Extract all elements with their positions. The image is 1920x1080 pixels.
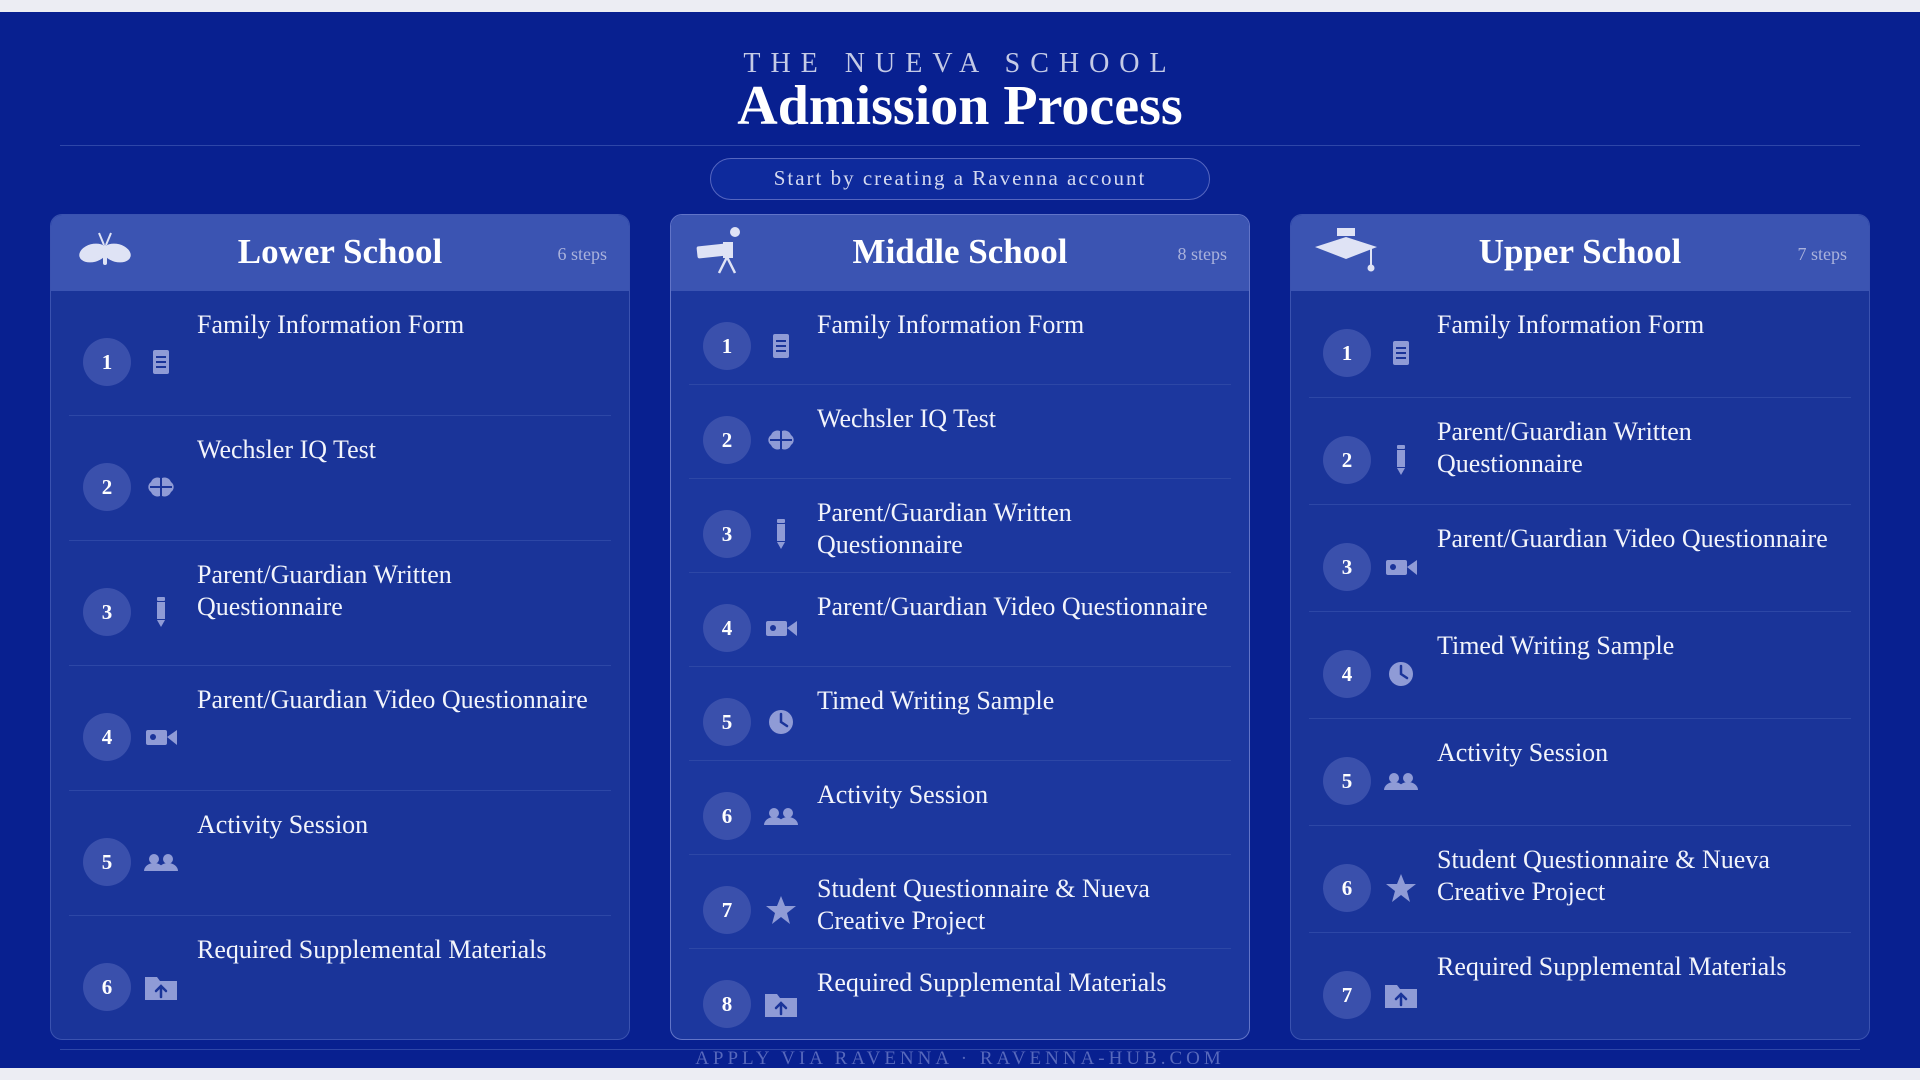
step-label: Activity Session [817,780,989,809]
step-number: 5 [83,838,131,886]
step-number: 2 [83,463,131,511]
step-label: Family Information Form [1437,310,1705,339]
step-label: Family Information Form [197,310,465,339]
clock-icon [761,702,801,742]
step-row [689,385,1231,479]
step-row [689,291,1231,385]
step-count: 6 steps [557,244,607,264]
step-number: 6 [1323,864,1371,912]
people-icon [141,842,181,882]
step-number: 1 [1323,329,1371,377]
step-row [69,291,611,416]
pencil-icon [761,514,801,554]
page-title: Admission Process [737,75,1183,137]
step-number: 8 [703,980,751,1028]
step-row [1309,933,1851,1040]
document-icon [1381,333,1421,373]
step-label: Parent/Guardian Video Questionnaire [1437,524,1828,553]
video-camera-icon [1381,547,1421,587]
step-list [51,291,629,1040]
step-label: Wechsler IQ Test [817,404,996,433]
step-row [689,761,1231,855]
step-row [689,667,1231,761]
brain-icon [141,467,181,507]
step-number: 6 [703,792,751,840]
step-label: Family Information Form [817,310,1085,339]
step-row [69,541,611,666]
step-row [1309,398,1851,505]
step-row [689,949,1231,1040]
step-row [69,666,611,791]
footer-text: APPLY VIA RAVENNA · RAVENNA-HUB.COM [695,1048,1225,1069]
card-title: Lower School [237,232,443,271]
step-row [1309,719,1851,826]
step-row [689,855,1231,949]
step-row [1309,291,1851,398]
step-count: 8 steps [1177,244,1227,264]
step-number: 5 [703,698,751,746]
upper-school-card [1290,214,1870,1040]
folder-upload-icon [1381,975,1421,1015]
step-label: Student Questionnaire & Nueva Creative Project [1437,845,1770,906]
step-label: Timed Writing Sample [817,686,1055,715]
card-header [1291,215,1869,291]
step-label: Parent/Guardian Written Questionnaire [197,560,452,621]
star-icon [1381,868,1421,908]
brain-icon [761,420,801,460]
step-number: 6 [83,963,131,1011]
step-label: Wechsler IQ Test [197,435,376,464]
document-icon [761,326,801,366]
step-number: 5 [1323,757,1371,805]
step-row [69,916,611,1040]
clock-icon [1381,654,1421,694]
step-row [689,479,1231,573]
step-number: 1 [703,322,751,370]
step-label: Required Supplemental Materials [1437,952,1787,981]
step-label: Parent/Guardian Written Questionnaire [1437,417,1692,478]
step-number: 4 [703,604,751,652]
step-label: Required Supplemental Materials [197,935,547,964]
pencil-icon [1381,440,1421,480]
step-number: 3 [703,510,751,558]
folder-upload-icon [141,967,181,1007]
step-number: 1 [83,338,131,386]
step-row [1309,612,1851,719]
lower-school-card [50,214,630,1040]
star-icon [761,890,801,930]
step-label: Required Supplemental Materials [817,968,1167,997]
step-label: Student Questionnaire & Nueva Creative Project [817,874,1150,935]
step-number: 7 [1323,971,1371,1019]
step-list [1291,291,1869,1040]
people-icon [1381,761,1421,801]
page-background [0,12,1920,1068]
step-label: Parent/Guardian Video Questionnaire [817,592,1208,621]
card-header [671,215,1249,291]
step-number: 2 [703,416,751,464]
step-label: Activity Session [197,810,369,839]
people-icon [761,796,801,836]
step-number: 4 [83,713,131,761]
step-number: 2 [1323,436,1371,484]
school-name: THE NUEVA SCHOOL [743,48,1177,79]
pencil-icon [141,592,181,632]
step-row [689,573,1231,667]
card-header [51,215,629,291]
header-divider [60,145,1860,146]
step-label: Activity Session [1437,738,1609,767]
step-number: 3 [83,588,131,636]
card-title: Middle School [852,232,1068,271]
document-icon [141,342,181,382]
step-row [1309,505,1851,612]
step-row [69,416,611,541]
step-label: Timed Writing Sample [1437,631,1675,660]
middle-school-card [670,214,1250,1040]
step-list [671,291,1249,1040]
step-label: Parent/Guardian Written Questionnaire [817,498,1072,559]
step-number: 4 [1323,650,1371,698]
step-label: Parent/Guardian Video Questionnaire [197,685,588,714]
step-row [1309,826,1851,933]
step-number: 3 [1323,543,1371,591]
video-camera-icon [761,608,801,648]
folder-upload-icon [761,984,801,1024]
step-number: 7 [703,886,751,934]
card-title: Upper School [1478,232,1682,271]
video-camera-icon [141,717,181,757]
step-row [69,791,611,916]
ravenna-account-cta[interactable]: Start by creating a Ravenna account [710,158,1210,200]
step-count: 7 steps [1797,244,1847,264]
